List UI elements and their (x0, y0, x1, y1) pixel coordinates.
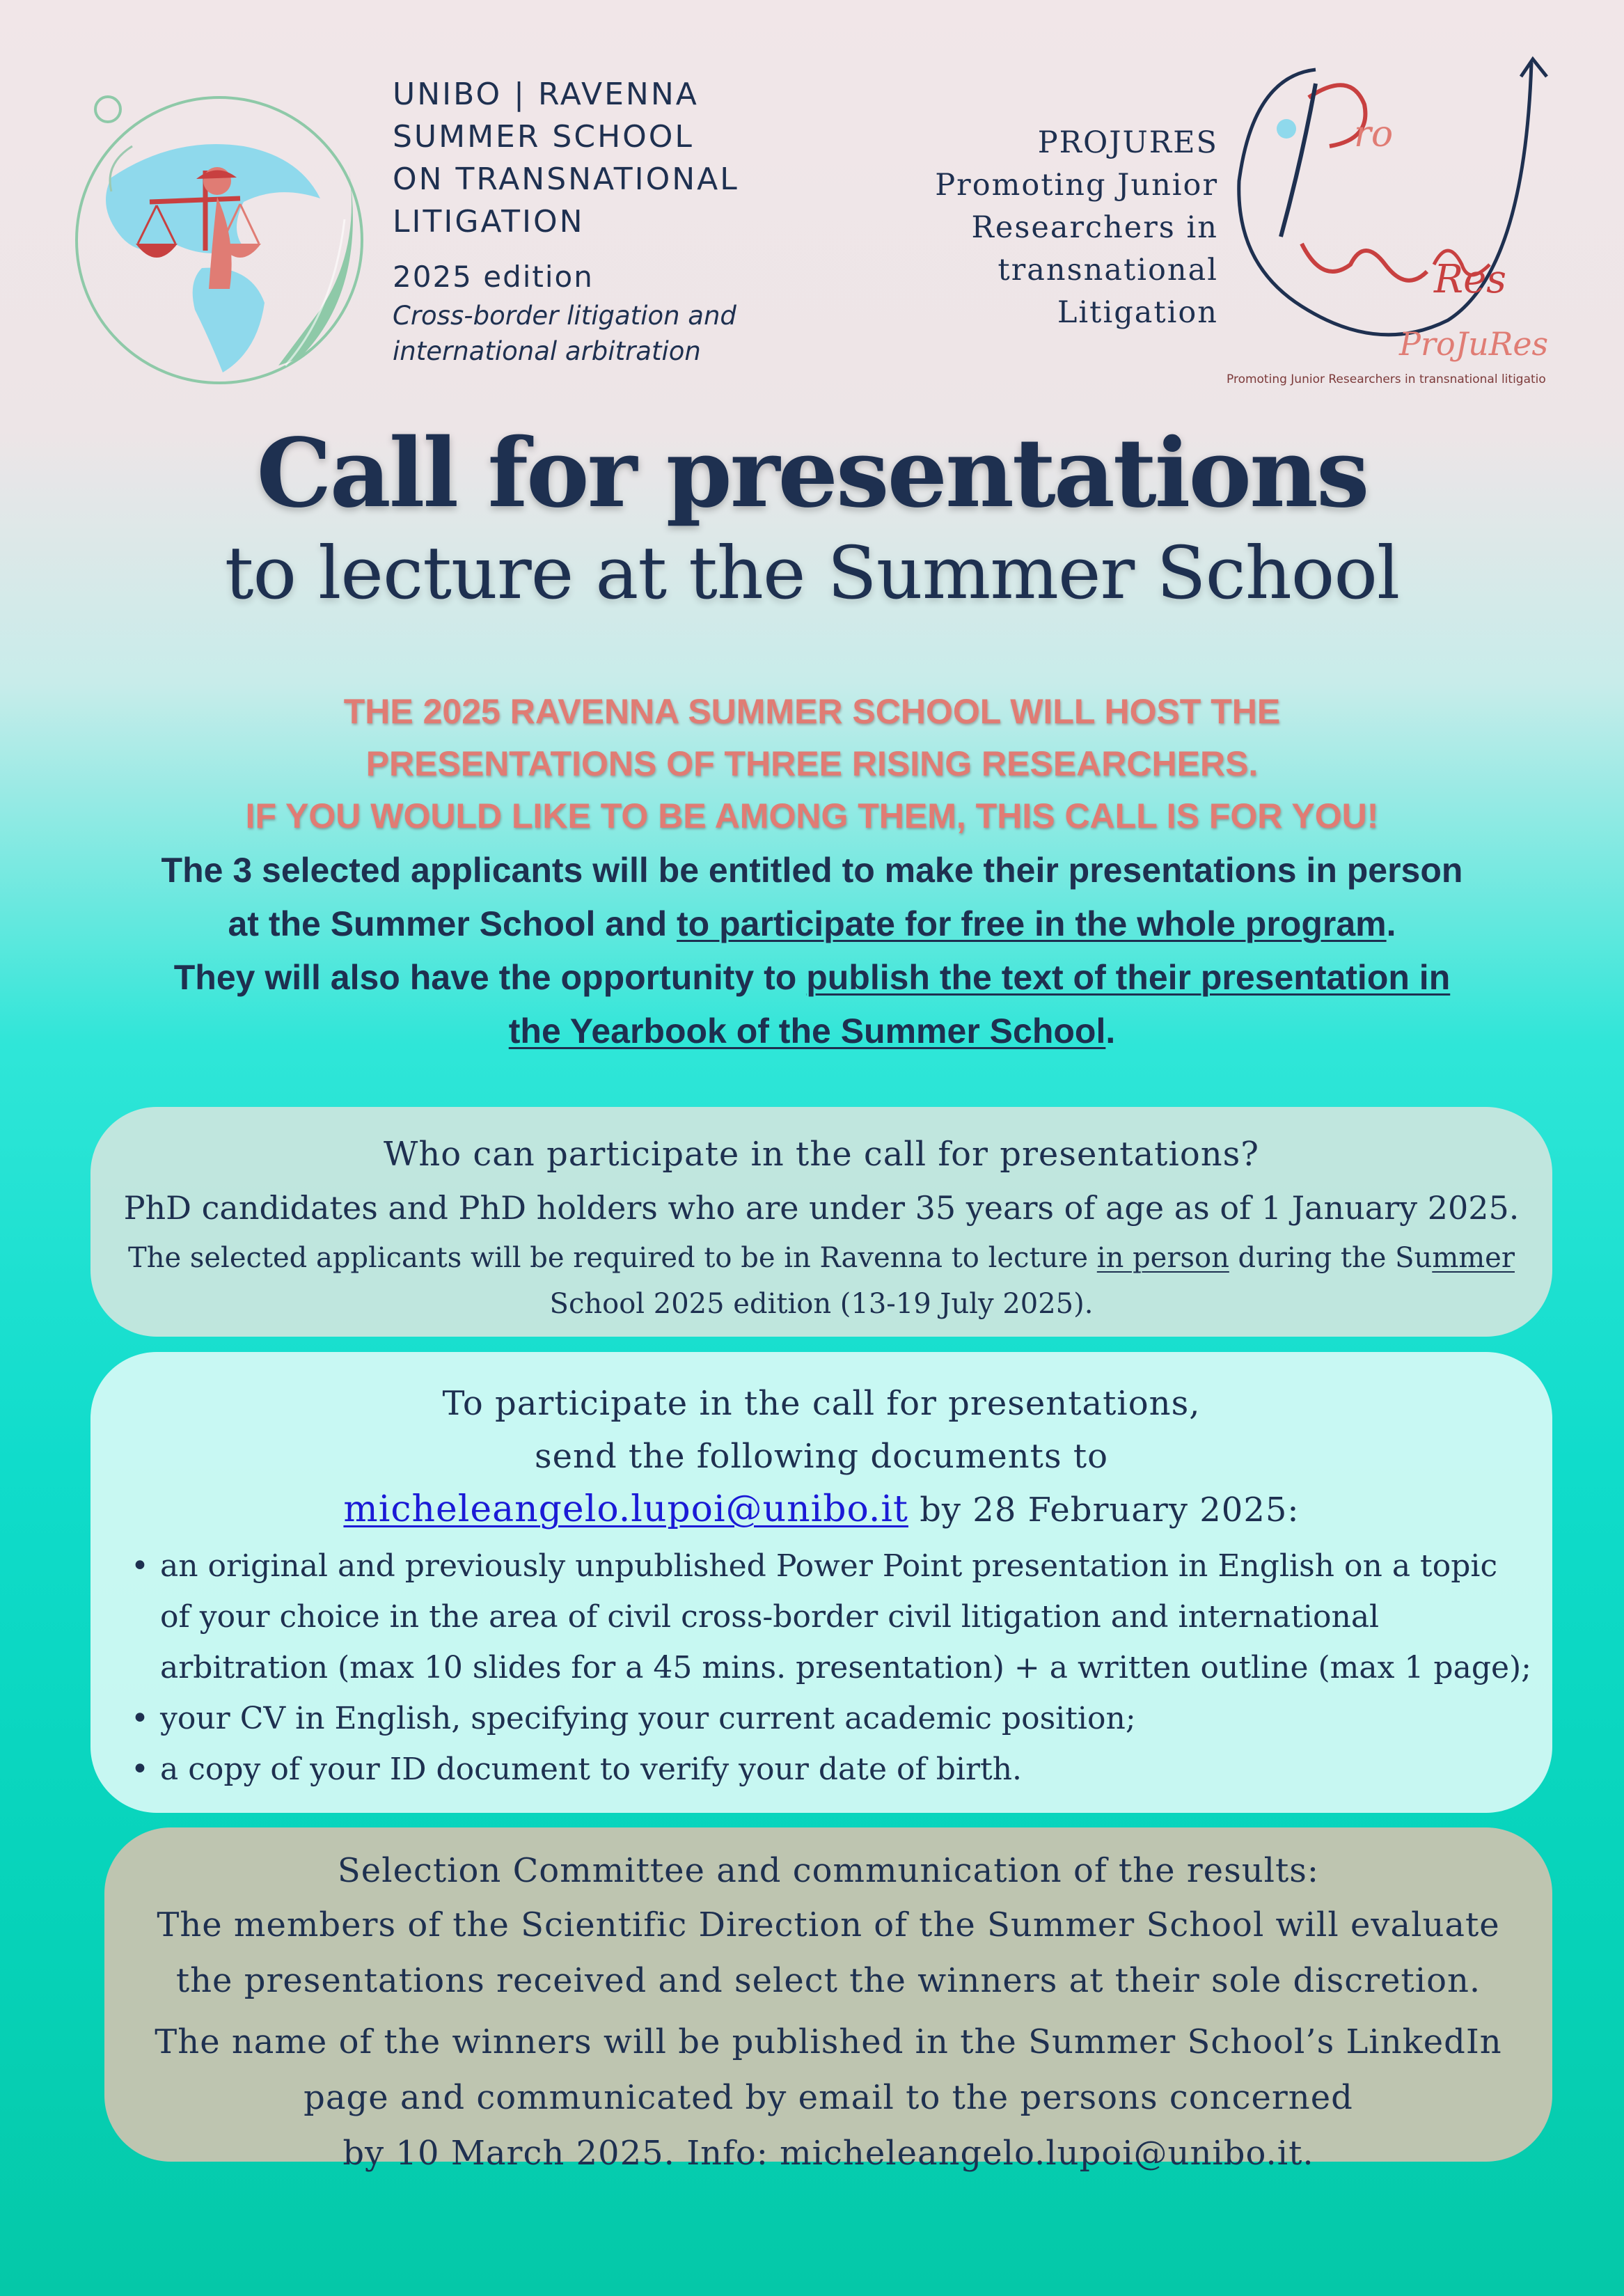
announcement-line: PRESENTATIONS OF THREE RISING RESEARCHERS. (365, 744, 1259, 783)
edition-label: 2025 edition (393, 260, 594, 294)
selection-text: The name of the winners will be published in the Summer School’s LinkedIn (155, 2022, 1502, 2061)
note-text: The selected applicants will be required to be in Ravenna to lecture (128, 1242, 1097, 1274)
projures-logo-wordmark: ProJuRes (1399, 325, 1549, 363)
announcement-line: THE 2025 RAVENNA SUMMER SCHOOL WILL HOST THE (343, 692, 1281, 731)
submission-heading-2: send the following documents to (534, 1437, 1109, 1476)
intro-line (0, 897, 1624, 951)
note-text: during the Su (1229, 1242, 1433, 1274)
required-documents-list (131, 1541, 1531, 1795)
projures-description: PROJURES Promoting Junior Researchers in transnational Litigation (935, 125, 1218, 330)
eligibility-card (90, 1107, 1552, 1337)
intro-line (0, 1005, 1624, 1058)
announcement-line: IF YOU WOULD LIKE TO BE AMONG THEM, THIS CALL IS FOR YOU! (245, 796, 1379, 835)
intro-text: . (1386, 904, 1396, 943)
svg-text:Res: Res (1434, 257, 1507, 302)
list-item-text: your CV in English, specifying your current academic position; (160, 1701, 1136, 1736)
eligibility-criteria: PhD candidates and PhD holders who are under 35 years of age as of 1 January 2025. (123, 1189, 1520, 1227)
submission-deadline: by 28 February 2025: (908, 1491, 1300, 1530)
eligibility-note (90, 1235, 1552, 1281)
bullet-icon: • (131, 1548, 149, 1584)
projures-tagline: Promoting Junior Researchers in transnational litigatio (1227, 372, 1546, 386)
eligibility-dates: School 2025 edition (13-19 July 2025). (549, 1288, 1094, 1320)
page-subtitle: to lecture at the Summer School (224, 530, 1400, 615)
selection-heading: Selection Committee and communication of the results: (337, 1851, 1320, 1890)
submission-email-link[interactable]: micheleangelo.lupoi@unibo.it (343, 1488, 908, 1530)
publish-highlight: publish the text of their presentation in (806, 958, 1451, 997)
list-item-text: a copy of your ID document to verify your date of birth. (160, 1752, 1023, 1787)
page-title: Call for presentations (256, 418, 1368, 529)
summer-school-name: UNIBO | RAVENNA SUMMER SCHOOL ON TRANSNATIONAL LITIGATION (393, 77, 739, 239)
submission-heading: To participate in the call for presentations, (442, 1384, 1201, 1423)
intro-text: They will also have the opportunity to (173, 958, 807, 997)
free-participation-highlight: to participate for free in the whole program (677, 904, 1387, 943)
intro-line: The 3 selected applicants will be entitled to make their presentations in person (161, 851, 1463, 890)
eligibility-heading: Who can participate in the call for presentations? (383, 1135, 1259, 1174)
list-item-text: an original and previously unpublished Power Point presentation in English on a topic of your choice in the area of civil cross-border civil litigation and international arbitration (max 10 slides for a 45 mins. presentation) + a written outline (max 1 page); (160, 1548, 1532, 1685)
list-item (131, 1541, 1531, 1693)
list-item (131, 1744, 1531, 1795)
selection-text: The members of the Scientific Direction of the Summer School will evaluate (157, 1905, 1500, 1944)
intro-text: at the Summer School and (228, 904, 677, 943)
yearbook-highlight: the Yearbook of the Summer School (508, 1012, 1106, 1051)
projures-logo (1225, 56, 1559, 376)
intro-paragraph (0, 844, 1624, 1058)
intro-text: . (1105, 1012, 1116, 1051)
bullet-icon: • (131, 1701, 149, 1736)
note-text: mmer (1432, 1242, 1515, 1274)
svg-text:ro: ro (1354, 113, 1394, 155)
selection-text: page and communicated by email to the persons concerned (303, 2078, 1353, 2117)
list-item (131, 1693, 1531, 1744)
summer-school-globe-logo (70, 80, 376, 400)
bullet-icon: • (131, 1752, 149, 1787)
announcement (0, 686, 1624, 842)
selection-text: the presentations received and select the winners at their sole discretion. (175, 1961, 1481, 2000)
submission-card (90, 1352, 1552, 1813)
edition-subtitle: Cross-border litigation and international arbitration (393, 301, 736, 366)
in-person-highlight: in person (1096, 1242, 1229, 1274)
summer-school-title-block (393, 73, 838, 369)
selection-card (104, 1827, 1552, 2173)
selection-contact: by 10 March 2025. Info: micheleangelo.lupoi@unibo.it. (342, 2134, 1314, 2173)
intro-line (0, 951, 1624, 1005)
submission-address-line (90, 1483, 1552, 1536)
